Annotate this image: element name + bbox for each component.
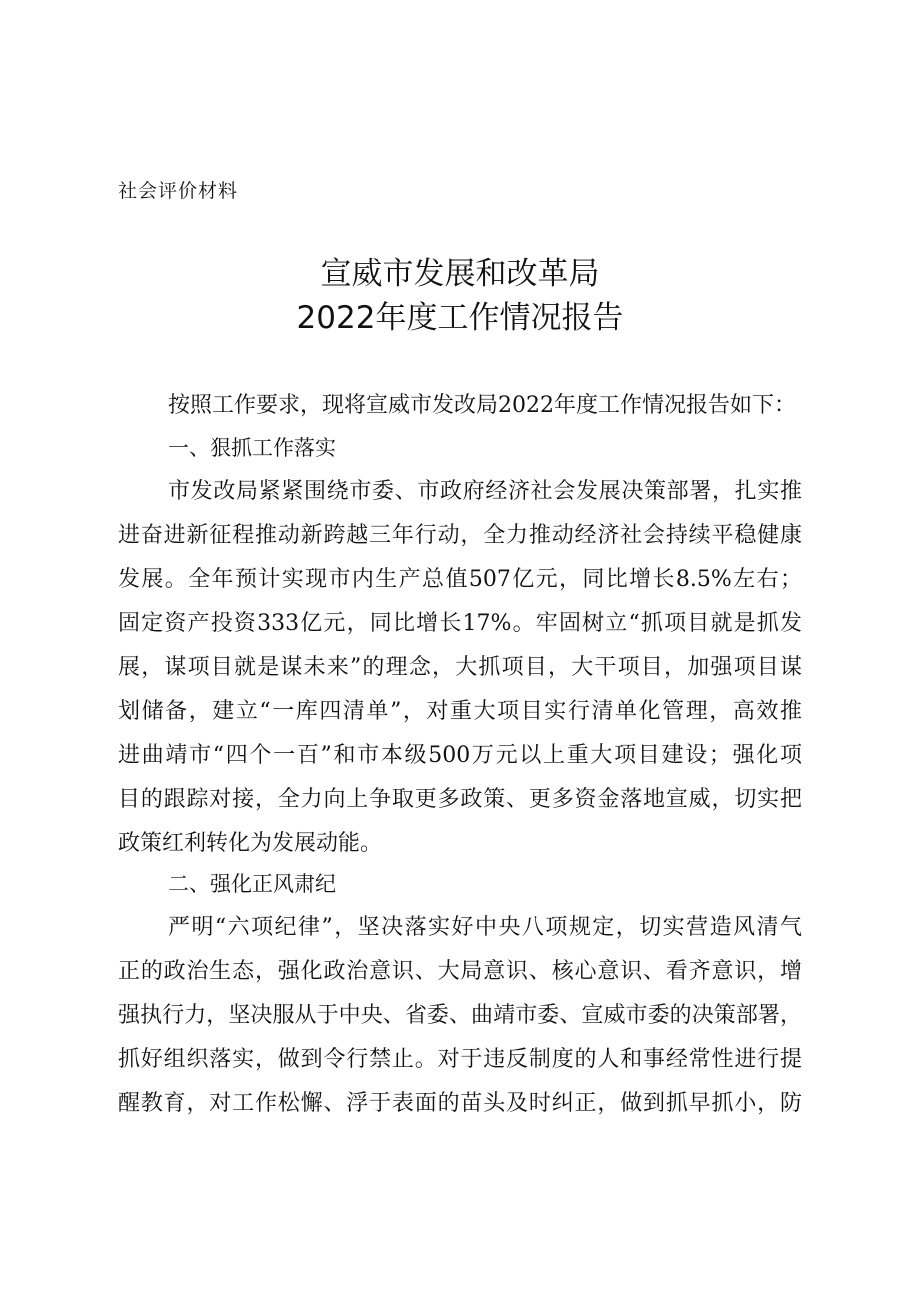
section1-heading: 一、狠抓工作落实: [168, 436, 336, 460]
material-label: 社会评价材料: [118, 180, 239, 202]
section2-line: 严明“六项纪律”，坚决落实好中央八项规定，切实营造风清气: [168, 915, 802, 940]
section1-line: 发展。全年预计实现市内生产总值507亿元，同比增长8.5%左右；: [118, 567, 802, 592]
section2-line: 醒教育，对工作松懈、浮于表面的苗头及时纠正，做到抓早抓小，防: [118, 1091, 802, 1116]
section2-line: 强执行力，坚决服从于中央、省委、曲靖市委、宣威市委的决策部署，: [118, 1003, 802, 1028]
section1-line: 固定资产投资333亿元，同比增长17%。牢固树立“抓项目就是抓发: [118, 611, 802, 636]
intro-paragraph: 按照工作要求，现将宣威市发改局2022年度工作情况报告如下：: [168, 393, 796, 418]
section1-line: 目的跟踪对接，全力向上争取更多政策、更多资金落地宣威，切实把: [118, 787, 802, 812]
section1-line: 划储备，建立“一库四清单”，对重大项目实行清单化管理，高效推: [118, 699, 802, 724]
section1-line: 政策红利转化为发展动能。: [118, 831, 383, 856]
section2-line: 抓好组织落实，做到令行禁止。对于违反制度的人和事经常性进行提: [118, 1047, 802, 1072]
document-title-line1: 宣威市发展和改革局: [320, 256, 600, 292]
section1-line: 进曲靖市“四个一百”和市本级500万元以上重大项目建设；强化项: [118, 743, 802, 768]
section1-line: 市发改局紧紧围绕市委、市政府经济社会发展决策部署，扎实推: [168, 479, 802, 504]
section1-line: 进奋进新征程推动新跨越三年行动，全力推动经济社会持续平稳健康: [118, 523, 802, 548]
section2-heading: 二、强化正风肃纪: [168, 872, 336, 896]
section2-line: 正的政治生态，强化政治意识、大局意识、核心意识、看齐意识，增: [118, 959, 802, 984]
section1-line: 展，谋项目就是谋未来”的理念，大抓项目，大干项目，加强项目谋: [118, 655, 802, 680]
document-title-line2: 2022年度工作情况报告: [296, 300, 624, 336]
